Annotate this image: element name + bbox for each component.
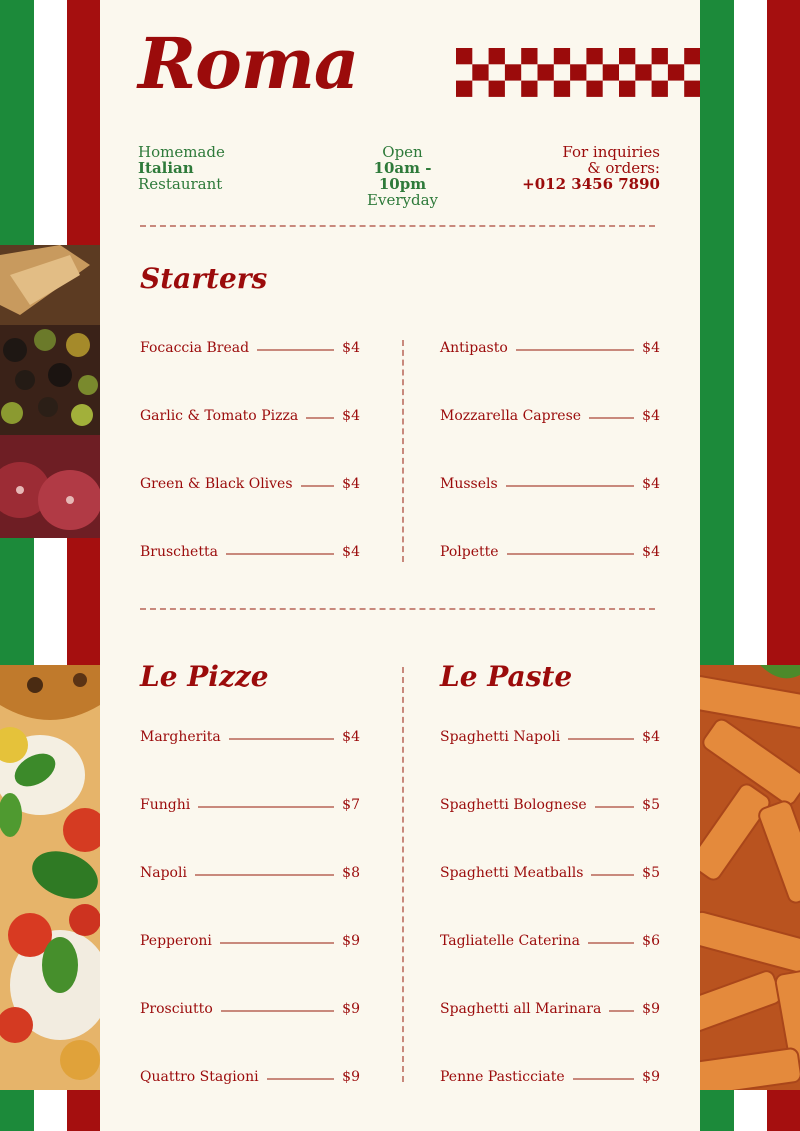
leader-line	[226, 553, 334, 555]
leader-line	[507, 553, 635, 555]
section-title-starters: Starters	[140, 262, 268, 295]
leader-line	[195, 874, 334, 876]
menu-item-price: $8	[342, 865, 360, 881]
menu-item-price: $4	[642, 476, 660, 492]
menu-item	[440, 540, 660, 560]
menu-item-price: $4	[342, 544, 360, 560]
menu-item-price: $4	[342, 408, 360, 424]
leader-line	[306, 417, 334, 419]
menu-item-name: Tagliatelle Caterina	[440, 933, 580, 949]
leader-line	[516, 349, 634, 351]
column-divider	[402, 667, 404, 1082]
checkered-pattern	[456, 48, 700, 98]
menu-item-name: Spaghetti Napoli	[440, 729, 561, 745]
menu-item-name: Spaghetti all Marinara	[440, 1001, 602, 1017]
section-title-paste: Le Paste	[440, 660, 573, 693]
menu-item-name: Funghi	[140, 797, 191, 813]
leader-line	[573, 1078, 634, 1080]
menu-item-name: Pepperoni	[140, 933, 212, 949]
info-contact: For inquiries & orders: +012 3456 7890	[522, 143, 660, 193]
menu-item-name: Polpette	[440, 544, 499, 560]
menu-item	[140, 929, 360, 949]
leader-line	[589, 417, 634, 419]
menu-item	[140, 1065, 360, 1085]
leader-line	[267, 1078, 335, 1080]
menu-item-price: $4	[642, 729, 660, 745]
menu-panel	[100, 0, 700, 1131]
menu-item-price: $4	[342, 729, 360, 745]
menu-item-price: $4	[642, 340, 660, 356]
menu-item-name: Spaghetti Meatballs	[440, 865, 584, 881]
menu-item	[440, 929, 660, 949]
leader-line	[568, 738, 634, 740]
menu-item	[440, 997, 660, 1017]
leader-line	[198, 806, 334, 808]
divider	[140, 225, 655, 227]
leader-line	[221, 1010, 334, 1012]
menu-item	[440, 404, 660, 424]
leader-line	[257, 349, 334, 351]
menu-item-price: $4	[642, 544, 660, 560]
menu-item	[140, 472, 360, 492]
menu-item	[140, 861, 360, 881]
menu-item-name: Napoli	[140, 865, 187, 881]
leader-line	[506, 485, 635, 487]
menu-item-price: $9	[642, 1069, 660, 1085]
leader-line	[220, 942, 334, 944]
menu-item	[440, 793, 660, 813]
menu-item	[140, 336, 360, 356]
leader-line	[609, 1010, 634, 1012]
menu-item	[140, 725, 360, 745]
menu-item	[140, 997, 360, 1017]
restaurant-title: Roma	[138, 22, 359, 105]
menu-item-name: Prosciutto	[140, 1001, 213, 1017]
section-title-pizze: Le Pizze	[140, 660, 269, 693]
menu-item-name: Quattro Stagioni	[140, 1069, 259, 1085]
menu-item	[140, 404, 360, 424]
menu-item-price: $5	[642, 797, 660, 813]
leader-line	[301, 485, 335, 487]
menu-item-price: $5	[642, 865, 660, 881]
info-hours: Open 10am - 10pm Everyday	[367, 143, 438, 209]
menu-item-price: $7	[342, 797, 360, 813]
menu-item-name: Mozzarella Caprese	[440, 408, 582, 424]
menu-item-name: Margherita	[140, 729, 221, 745]
menu-item	[140, 793, 360, 813]
menu-item-price: $9	[342, 933, 360, 949]
divider	[140, 608, 655, 610]
info-homemade: Homemade Italian Restaurant	[138, 143, 225, 193]
menu-item-price: $4	[342, 476, 360, 492]
menu-item-name: Green & Black Olives	[140, 476, 293, 492]
column-divider	[402, 340, 404, 562]
menu-item-name: Garlic & Tomato Pizza	[140, 408, 299, 424]
menu-item	[440, 861, 660, 881]
leader-line	[595, 806, 634, 808]
menu-item-name: Penne Pasticciate	[440, 1069, 565, 1085]
menu-item-name: Bruschetta	[140, 544, 218, 560]
menu-item-price: $9	[342, 1069, 360, 1085]
menu-item	[440, 472, 660, 492]
menu-item	[440, 725, 660, 745]
pizza-photo	[0, 665, 100, 1090]
menu-item-name: Antipasto	[440, 340, 508, 356]
menu-item-price: $9	[342, 1001, 360, 1017]
phone-number[interactable]: +012 3456 7890	[522, 175, 660, 193]
menu-item	[440, 336, 660, 356]
menu-item	[140, 540, 360, 560]
menu-item-price: $6	[642, 933, 660, 949]
menu-item-name: Spaghetti Bolognese	[440, 797, 587, 813]
menu-item-name: Mussels	[440, 476, 498, 492]
menu-item-price: $4	[642, 408, 660, 424]
antipasto-photo	[0, 245, 100, 538]
leader-line	[588, 942, 634, 944]
menu-item	[440, 1065, 660, 1085]
menu-item-name: Focaccia Bread	[140, 340, 250, 356]
leader-line	[591, 874, 634, 876]
menu-item-price: $4	[342, 340, 360, 356]
leader-line	[229, 738, 334, 740]
menu-item-price: $9	[642, 1001, 660, 1017]
pasta-photo	[700, 665, 800, 1090]
